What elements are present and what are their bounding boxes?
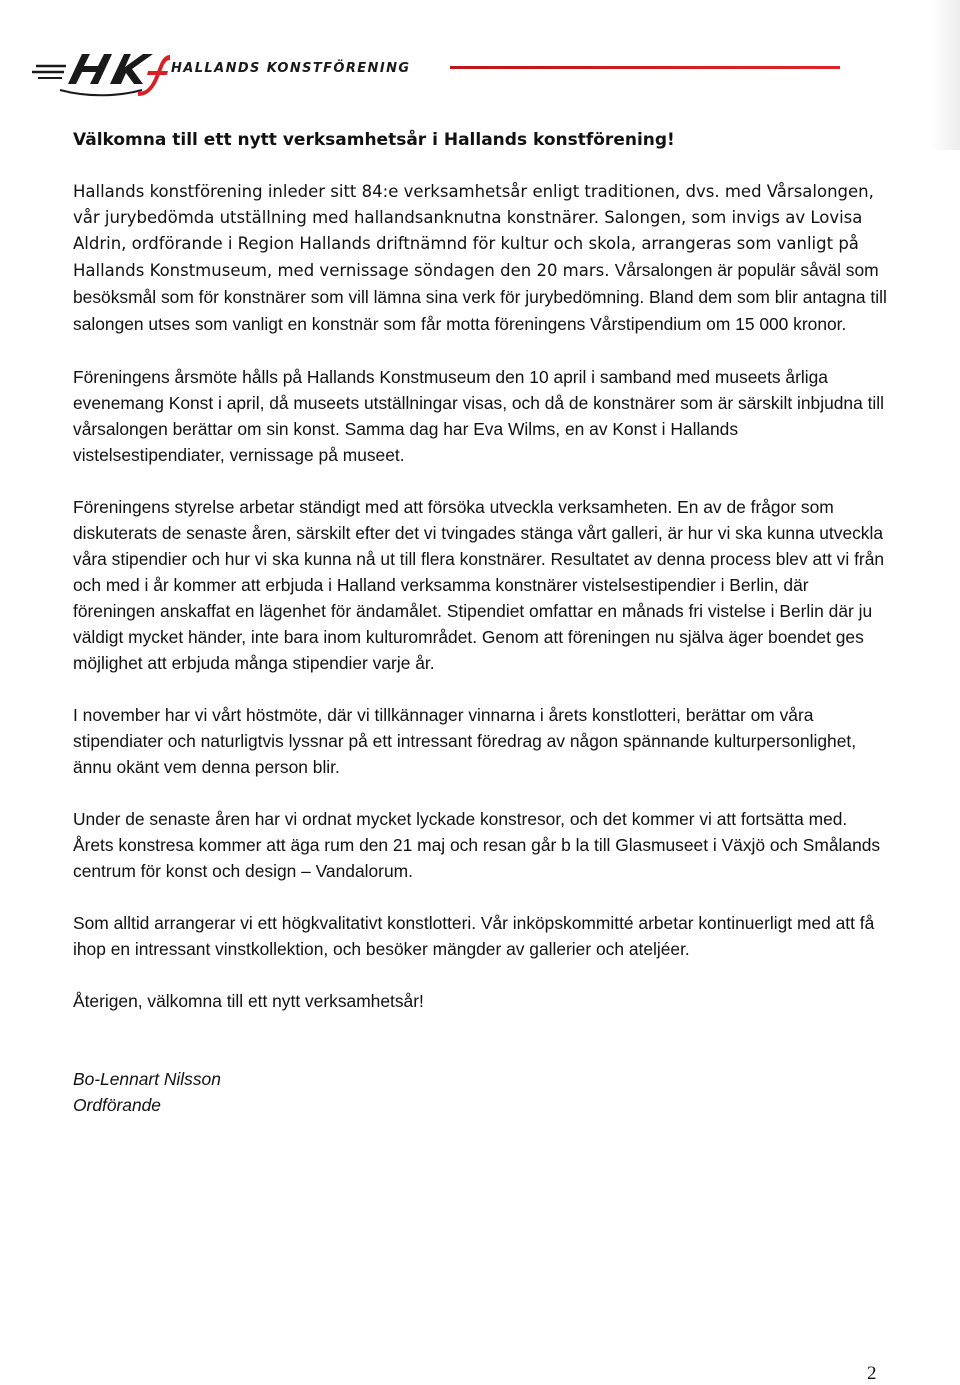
scan-edge-shadow	[930, 0, 960, 150]
page-number: 2	[867, 1363, 877, 1384]
paragraph-konstresor: Under de senaste åren har vi ordnat mycket lyckade konstresor, och det kommer vi att fortsätta med. Årets konstresa kommer att äga rum den 21 maj och resan går b la till Glasmuseet i Växjö och Smålands centrum för konst och design – Vandalorum.	[73, 809, 881, 881]
signature-block	[73, 1066, 888, 1118]
org-name: HALLANDS KONSTFÖRENING	[171, 61, 411, 76]
paragraph-varsalongen-part2: Vårsalongen är populär såväl som besöksmål som för konstnärer som vill lämna sina verk för jurybedömning. Bland dem som blir antagna till salongen utses som vanligt en konstnär som får motta föreningens Vårstipendium om 15 000 kronor.	[73, 260, 887, 334]
signature-name: Bo-Lennart Nilsson	[73, 1069, 221, 1089]
paragraph-varsalongen-part1: Hallands konstförening inleder sitt 84:e verksamhetsår enligt traditionen, dvs. med Vårsalongen, vår jurybedömda utställning med hallandsanknutna konstnärer. Salongen, som invigs av Lovisa Aldrin, ordförande i Region Hallands driftnämnd för kultur och skola, arrangeras som vanligt på Hallands Konstmuseum, med vernissage söndagen den 20 mars.	[73, 182, 874, 280]
hkf-logo-icon	[30, 44, 170, 100]
header-red-rule	[450, 66, 840, 69]
paragraph-konstlotteri: Som alltid arrangerar vi ett högkvalitativt konstlotteri. Vår inköpskommitté arbetar kontinuerligt med att få ihop en intressant vinstkollektion, och besöker mängder av gallerier och ateljéer.	[73, 913, 875, 959]
paragraph-arsmote: Föreningens årsmöte hålls på Hallands Konstmuseum den 10 april i samband med museets årliga evenemang Konst i april, då museets utställningar visas, och då de konstnärer som är särskilt inbjudna till vårsalongen berättar om sin konst. Samma dag har Eva Wilms, en av Konst i Hallands vistelsestipendiater, vernissage på museet.	[73, 367, 885, 465]
letterhead	[30, 44, 910, 100]
paragraph-closing: Återigen, välkomna till ett nytt verksamhetsår!	[73, 991, 424, 1011]
letter-body	[73, 127, 888, 1118]
paragraph-styrelse: Föreningens styrelse arbetar ständigt med att försöka utveckla verksamheten. En av de frågor som diskuterats de senaste åren, särskilt efter det vi tvingades stänga vårt galleri, är hur vi ska kunna utveckla våra stipendier och hur vi ska kunna nå ut till flera konstnärer. Resultatet av denna process blev att vi från och med i år kommer att erbjuda i Halland verksamma konstnärer vistelsestipendier i Berlin, där föreningen anskaffat en lägenhet för ändamålet. Stipendiet omfattar en månads fri vistelse i Berlin där ju väldigt mycket händer, inte bara inom kulturområdet. Genom att föreningen nu själva äger boendet ges möjlighet att erbjuda många stipendier varje år.	[73, 497, 885, 673]
paragraph-hostmote: I november har vi vårt höstmöte, där vi tillkännager vinnarna i årets konstlotteri, berättar om våra stipendiater och naturligtvis lyssnar på ett intressant föredrag av någon spännande kulturpersonlighet, ännu okänt vem denna person blir.	[73, 705, 857, 777]
letter-heading: Välkomna till ett nytt verksamhetsår i Hallands konstförening!	[73, 130, 675, 150]
paragraph-varsalongen	[73, 179, 888, 338]
signature-title: Ordförande	[73, 1095, 161, 1115]
